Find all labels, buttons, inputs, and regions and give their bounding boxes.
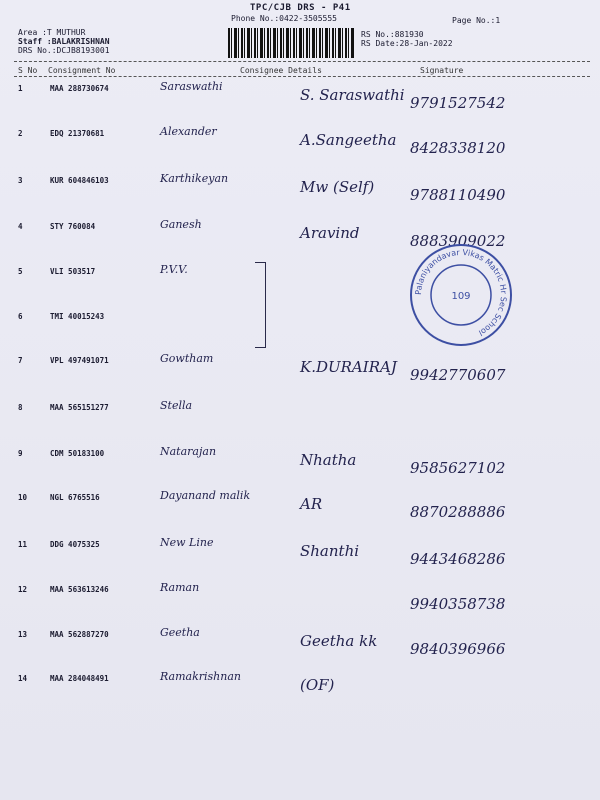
row-sno: 9	[18, 449, 23, 458]
receiver-phone: 9788110490	[410, 186, 506, 204]
receiver-signature: (OF)	[300, 676, 335, 694]
row-sno: 12	[18, 585, 28, 594]
consignee-name: P.V.V.	[160, 263, 188, 276]
consignee-name: New Line	[160, 536, 214, 549]
receiver-signature: K.DURAIRAJ	[300, 358, 397, 376]
row-consignment-no: TMI 40015243	[50, 312, 105, 321]
receiver-signature: Mw (Self)	[300, 178, 375, 196]
area-label: Area :T MUTHUR	[18, 28, 86, 37]
stamp-number: 109	[451, 291, 471, 302]
page-number: Page No.:1	[452, 16, 501, 25]
row-sno: 4	[18, 222, 23, 231]
row-sno: 1	[18, 84, 23, 93]
consignee-name: Stella	[160, 399, 193, 412]
row-sno: 5	[18, 267, 23, 276]
row-consignment-no: NGL 6765516	[50, 493, 100, 502]
consignee-name: Geetha	[160, 626, 200, 639]
row-sno: 14	[18, 674, 28, 683]
receiver-phone: 8428338120	[410, 139, 506, 157]
row-consignment-no: CDM 50183100	[50, 449, 105, 458]
row-consignment-no: MAA 562887270	[50, 630, 109, 639]
receiver-signature: A.Sangeetha	[300, 131, 397, 149]
divider	[14, 76, 590, 77]
receiver-signature: S. Saraswathi	[300, 86, 405, 104]
row-consignment-no: KUR 604846103	[50, 176, 109, 185]
staff-label: Staff :BALAKRISHNAN	[18, 37, 110, 46]
receiver-phone: 9443468286	[410, 550, 506, 568]
row-consignment-no: DDG 4075325	[50, 540, 100, 549]
bracket-mark	[255, 262, 266, 348]
receiver-phone: 9942770607	[410, 366, 506, 384]
row-sno: 8	[18, 403, 23, 412]
row-sno: 10	[18, 493, 28, 502]
row-consignment-no: STY 760084	[50, 222, 96, 231]
receiver-phone: 9940358738	[410, 595, 506, 613]
school-stamp	[408, 242, 514, 348]
consignee-name: Alexander	[160, 125, 217, 138]
consignee-name: Natarajan	[160, 445, 217, 458]
receiver-signature: Aravind	[300, 224, 360, 242]
col-consignment: Consignment No	[48, 66, 116, 75]
consignee-name: Ramakrishnan	[160, 670, 241, 683]
sheet-title: TPC/CJB DRS - P41	[250, 3, 351, 13]
row-consignment-no: VLI 503517	[50, 267, 96, 276]
col-signature: Signature	[420, 66, 464, 75]
drs-number: DRS No.:DCJB8193001	[18, 46, 110, 55]
consignee-name: Raman	[160, 581, 200, 594]
phone-number: Phone No.:0422-3505555	[231, 14, 337, 23]
receiver-signature: Geetha kk	[300, 632, 378, 650]
consignee-name: Ganesh	[160, 218, 202, 231]
row-sno: 3	[18, 176, 23, 185]
row-sno: 7	[18, 356, 23, 365]
row-sno: 13	[18, 630, 28, 639]
row-consignment-no: MAA 563613246	[50, 585, 109, 594]
divider	[14, 61, 590, 62]
consignee-name: Saraswathi	[160, 80, 223, 93]
stamp-ring-text: Palaniyandavar Vikas Matric Hr Sec School	[413, 247, 509, 338]
rs-date: RS Date:28-Jan-2022	[361, 39, 453, 48]
consignee-name: Karthikeyan	[160, 172, 229, 185]
row-sno: 6	[18, 312, 23, 321]
receiver-phone: 9585627102	[410, 459, 506, 477]
receiver-phone: 8883909022	[410, 232, 506, 250]
receiver-signature: Shanthi	[300, 542, 360, 560]
row-consignment-no: VPL 497491071	[50, 356, 109, 365]
row-consignment-no: MAA 284048491	[50, 674, 109, 683]
row-consignment-no: MAA 565151277	[50, 403, 109, 412]
receiver-phone: 8870288886	[410, 503, 506, 521]
row-consignment-no: EDQ 21370681	[50, 129, 105, 138]
row-sno: 11	[18, 540, 28, 549]
receiver-signature: AR	[300, 495, 323, 513]
row-sno: 2	[18, 129, 23, 138]
row-consignment-no: MAA 288730674	[50, 84, 109, 93]
barcode	[228, 28, 354, 58]
col-consignee: Consignee Details	[240, 66, 322, 75]
rs-number: RS No.:881930	[361, 30, 424, 39]
receiver-phone: 9840396966	[410, 640, 506, 658]
col-sno: S No	[18, 66, 38, 75]
receiver-phone: 9791527542	[410, 94, 506, 112]
consignee-name: Gowtham	[160, 352, 214, 365]
consignee-name: Dayanand malik	[160, 489, 251, 502]
receiver-signature: Nhatha	[300, 451, 357, 469]
